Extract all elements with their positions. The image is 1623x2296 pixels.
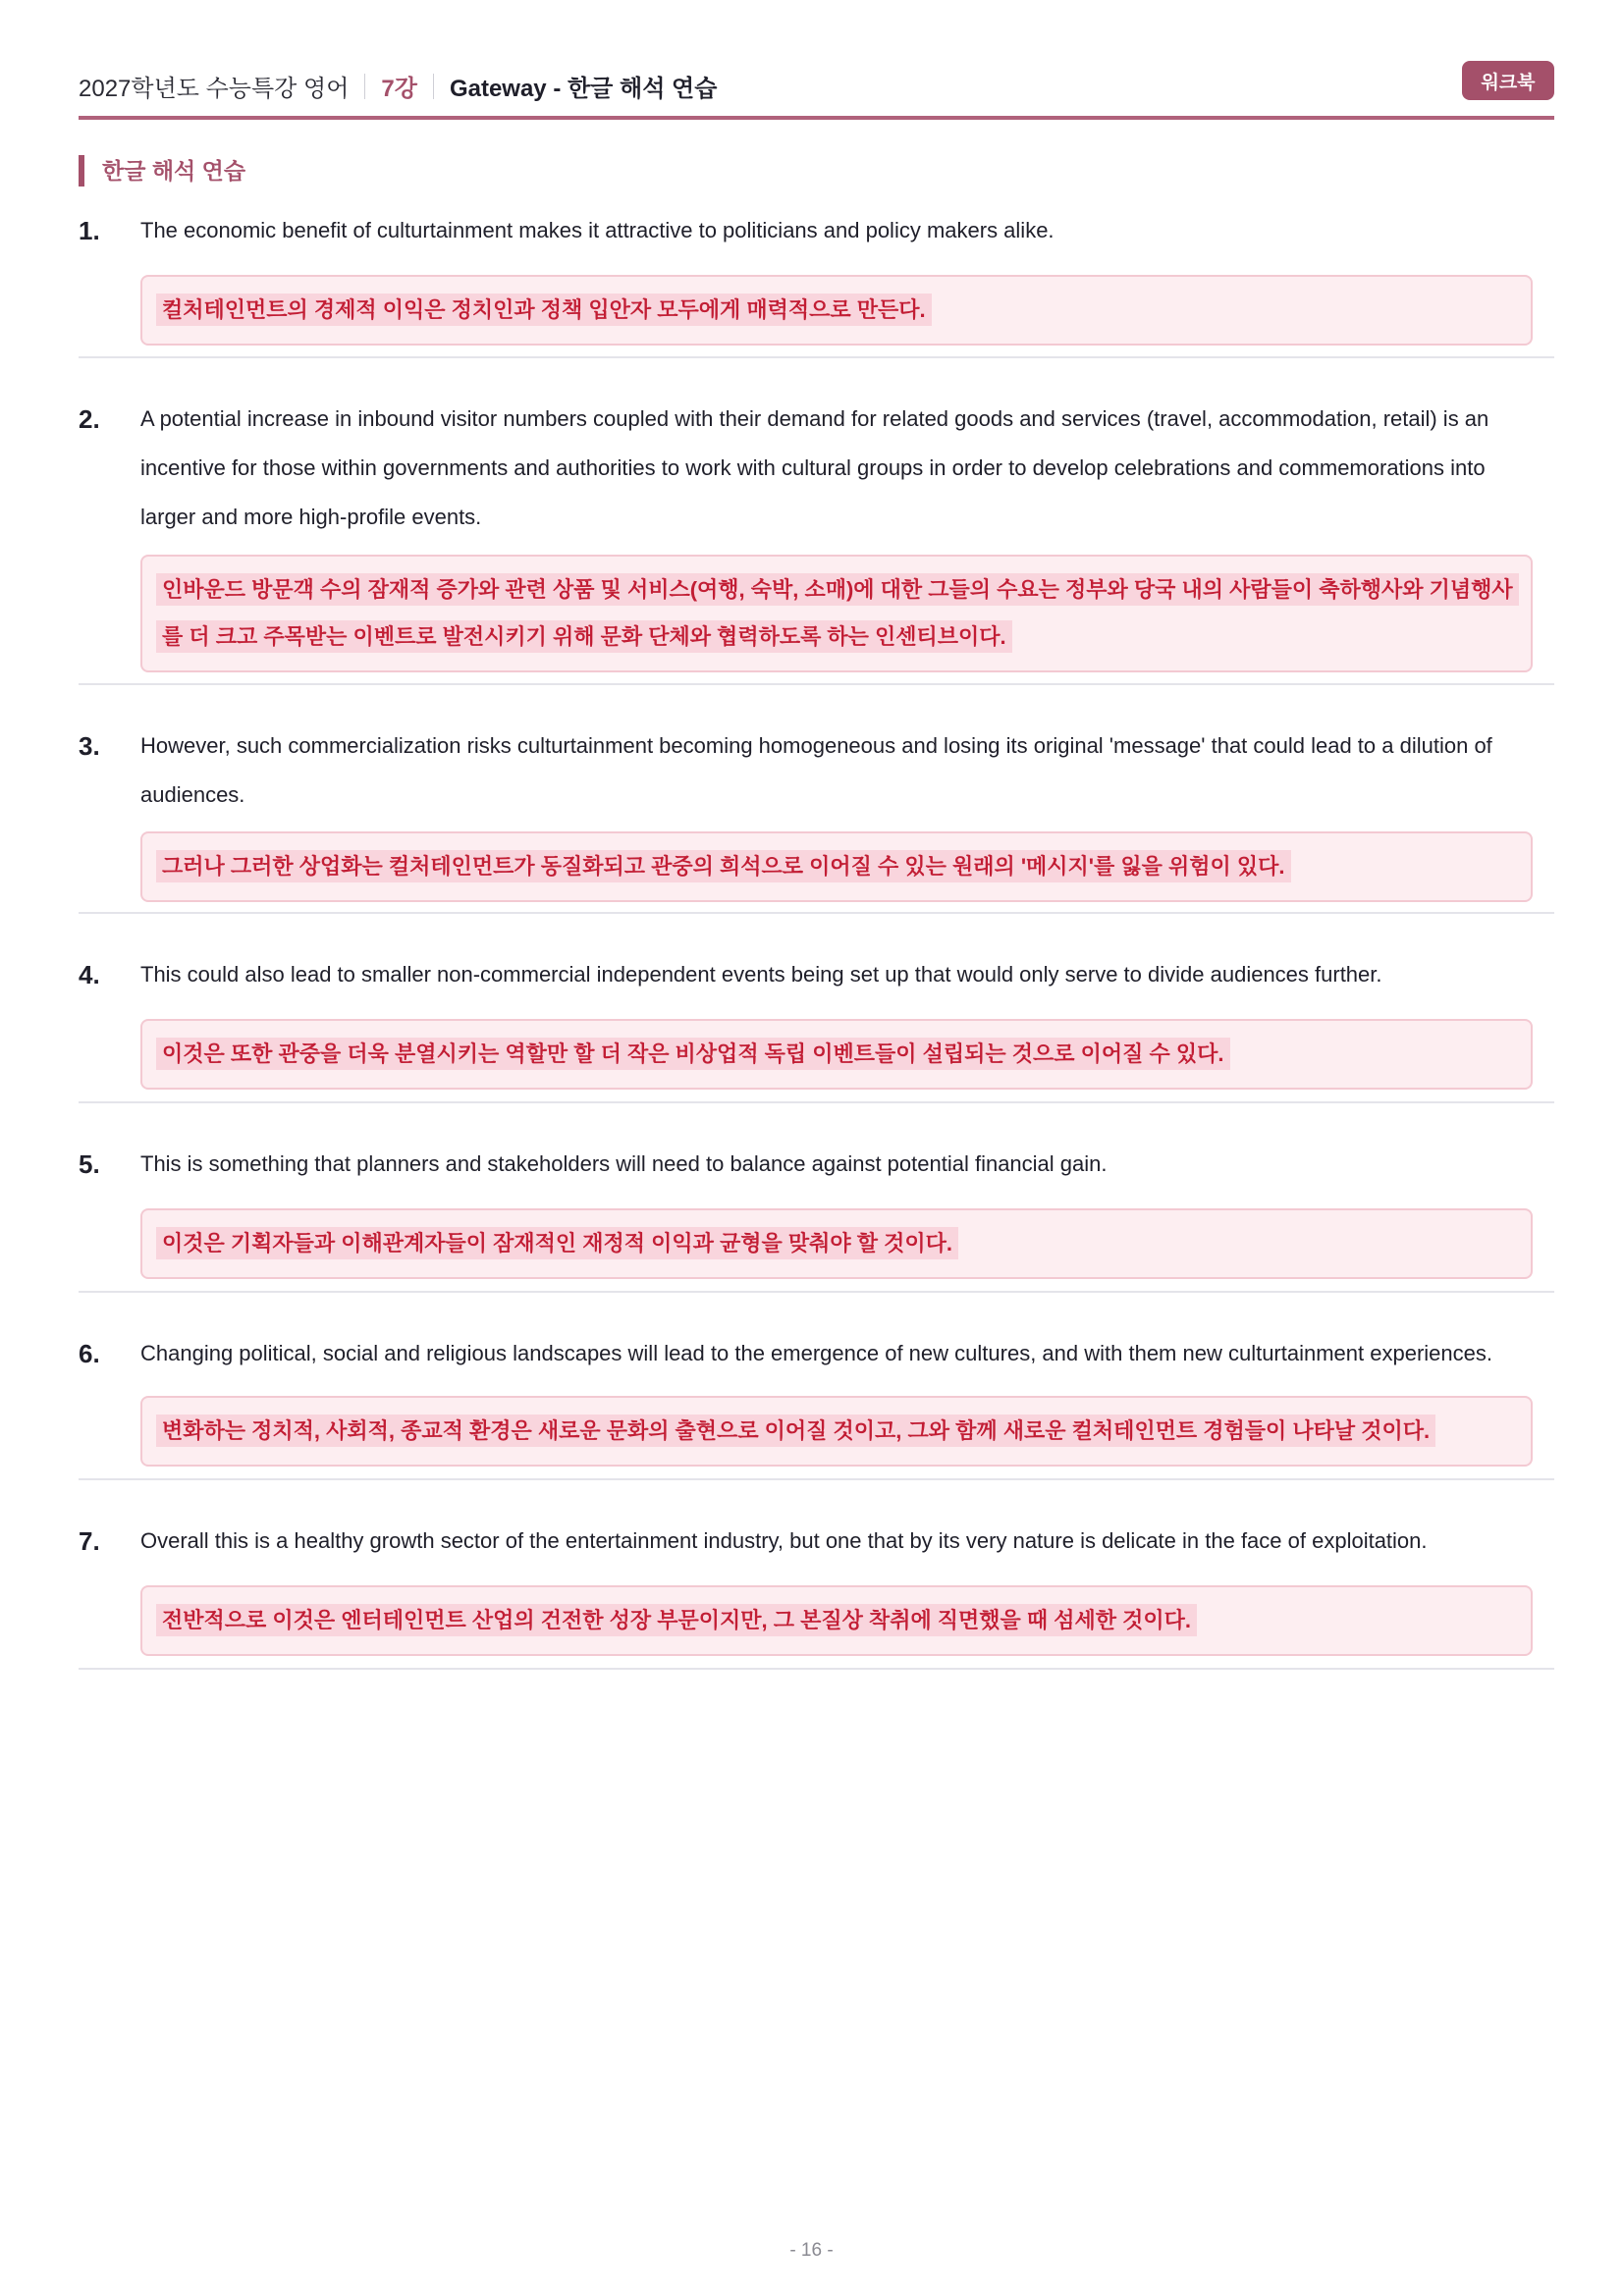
english-sentence: Changing political, social and religious landscapes will lead to the emergence of new cultures, and with them new culturtainment experiences. [140,1341,1492,1365]
korean-translation-box [140,1019,1533,1090]
lesson-number: 7강 [381,76,417,102]
korean-translation-box [140,1396,1533,1467]
workbook-badge: 워크북 [1462,61,1554,100]
item-divider [79,1291,1554,1293]
korean-translation-text: 컬처테인먼트의 경제적 이익은 정치인과 정책 입안자 모두에게 매력적으로 만든다. [156,294,932,326]
item-number: 6. [79,1339,100,1368]
section-title: 한글 해석 연습 [79,155,245,187]
item-number: 2. [79,404,100,434]
korean-translation [156,1031,1517,1078]
korean-translation [156,1597,1517,1644]
page-number: - 16 - [789,2240,834,2261]
korean-translation [156,566,1517,661]
korean-translation [156,843,1517,890]
korean-translation [156,1220,1517,1267]
korean-translation-text: 전반적으로 이것은 엔터테인먼트 산업의 건전한 성장 부문이지만, 그 본질상 착취에 직면했을 때 섬세한 것이다. [156,1604,1197,1636]
item-number: 5. [79,1149,100,1179]
english-sentence: The economic benefit of culturtainment makes it attractive to politicians and policy makers alike. [140,218,1055,242]
korean-translation [156,1408,1517,1455]
korean-translation-box [140,275,1533,346]
korean-translation-text: 그러나 그러한 상업화는 컬처테인먼트가 동질화되고 관중의 희석으로 이어질 수 있는 원래의 '메시지'를 잃을 위험이 있다. [156,850,1291,882]
header-rule [79,116,1554,120]
item-divider [79,683,1554,685]
korean-translation-box [140,1208,1533,1279]
korean-translation-text: 이것은 또한 관중을 더욱 분열시키는 역할만 할 더 작은 비상업적 독립 이벤트들이 설립되는 것으로 이어질 수 있다. [156,1038,1230,1070]
korean-translation-box [140,1585,1533,1656]
korean-translation-box [140,831,1533,902]
page-title: Gateway - 한글 해석 연습 [449,76,718,102]
english-sentence: This could also lead to smaller non-commercial independent events being set up that would only serve to divide audiences further. [140,962,1382,987]
header-breadcrumb [79,69,717,103]
header-separator [433,74,434,99]
item-divider [79,356,1554,358]
english-sentence: This is something that planners and stakeholders will need to balance against potential financial gain. [140,1151,1108,1176]
item-number: 3. [79,731,100,761]
korean-translation-box [140,555,1533,672]
korean-translation-text: 인바운드 방문객 수의 잠재적 증가와 관련 상품 및 서비스(여행, 숙박, 소매)에 대한 그들의 수요는 정부와 당국 내의 사람들이 축하행사와 기념행사를 더 크고 주목받는 이벤트로 발전시키기 위해 문화 단체와 협력하도록 하는 인센티브이다. [156,573,1519,653]
item-divider [79,912,1554,914]
item-number: 7. [79,1526,100,1556]
korean-translation [156,287,1517,334]
item-divider [79,1478,1554,1480]
english-sentence: Overall this is a healthy growth sector of the entertainment industry, but one that by its very nature is delicate in the face of exploitation. [140,1528,1428,1553]
item-divider [79,1101,1554,1103]
korean-translation-text: 이것은 기획자들과 이해관계자들이 잠재적인 재정적 이익과 균형을 맞춰야 할 것이다. [156,1227,958,1259]
book-title: 2027학년도 수능특강 영어 [79,76,350,102]
english-sentence: A potential increase in inbound visitor numbers coupled with their demand for related goods and services (travel, accommodation, retail) is an incentive for those within governments and authorities to work with cultural groups in order to develop celebrations and commemorations into larger and more high-profile events. [140,406,1489,529]
page-header [79,61,1554,108]
item-number: 1. [79,216,100,245]
header-separator [364,74,365,99]
item-divider [79,1668,1554,1670]
english-sentence: However, such commercialization risks culturtainment becoming homogeneous and losing its original 'message' that could lead to a dilution of audiences. [140,733,1492,807]
korean-translation-text: 변화하는 정치적, 사회적, 종교적 환경은 새로운 문화의 출현으로 이어질 것이고, 그와 함께 새로운 컬처테인먼트 경험들이 나타날 것이다. [156,1415,1435,1447]
item-number: 4. [79,960,100,989]
